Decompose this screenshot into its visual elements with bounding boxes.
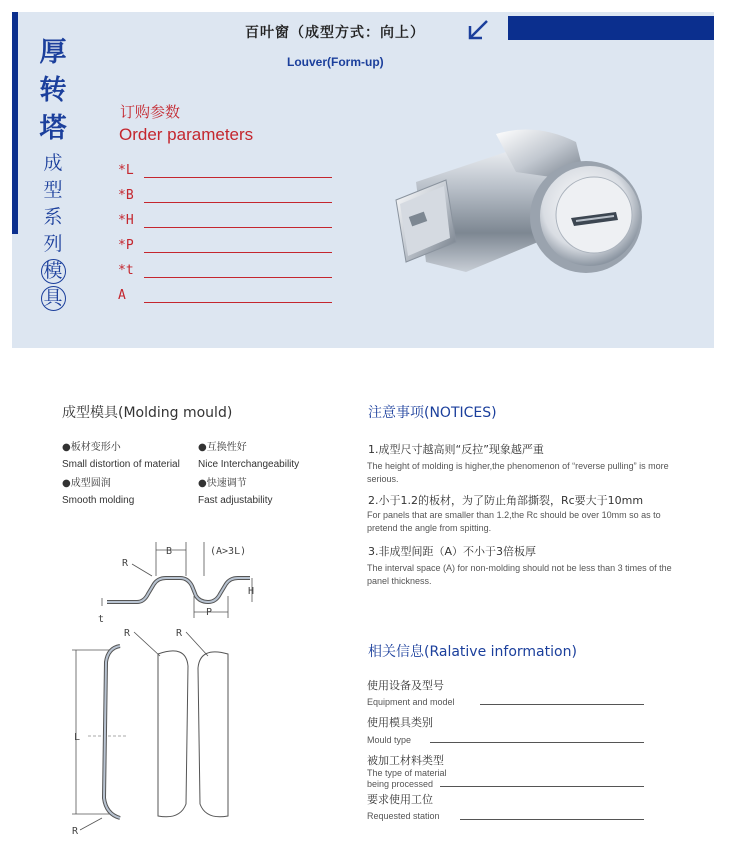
param-row xyxy=(118,261,332,286)
feature-cn: ●成型圆润 xyxy=(62,478,111,489)
feature-en: Smooth molding xyxy=(62,495,135,506)
arrow-down-left-icon xyxy=(466,18,490,42)
info-row-cn: 使用设备及型号 xyxy=(367,679,444,692)
vertical-subtitle-circled-char: 模 xyxy=(41,259,66,284)
notice-item-en: The height of molding is higher,the phenomenon of “reverse pulling” is more serious. xyxy=(367,461,669,484)
vertical-title-char: 转 xyxy=(39,75,67,106)
vertical-subtitle-circled-char: 具 xyxy=(41,286,66,311)
vertical-subtitle xyxy=(38,150,68,312)
info-row-cn: 被加工材料类型 xyxy=(367,754,444,767)
info-row-cn: 使用模具类别 xyxy=(367,716,433,729)
diagram-label-b: B xyxy=(166,546,173,557)
info-row-en: Mould type xyxy=(367,735,412,745)
diagram-label-h: H xyxy=(248,586,255,597)
feature-cn: ●快速调节 xyxy=(198,478,247,489)
param-blank-line xyxy=(144,302,332,303)
info-row-en: being processed xyxy=(367,779,434,789)
vertical-title-char: 塔 xyxy=(39,113,67,144)
info-title: 相关信息(Ralative information) xyxy=(368,644,577,660)
molding-section-title: 成型模具(Molding mould) xyxy=(62,405,233,421)
feature-item xyxy=(62,474,134,506)
info-blank-line xyxy=(480,704,644,705)
param-row xyxy=(118,161,332,186)
diagram-label-r: R xyxy=(124,628,131,639)
info-blank-line xyxy=(440,786,644,787)
notice-item-cn: 1.成型尺寸越高则“反拉”现象越严重 xyxy=(368,443,544,456)
param-label: *P xyxy=(118,238,134,253)
diagram-label-r: R xyxy=(72,826,79,836)
param-label: *t xyxy=(118,263,134,278)
notice-item-cn: 3.非成型间距（A）不小于3倍板厚 xyxy=(368,545,537,558)
notice-item-cn: 2.小于1.2的板材，为了防止角部撕裂，Rc要大于10mm xyxy=(368,494,644,507)
param-row xyxy=(118,286,332,311)
diagram-label-p: P xyxy=(206,607,213,618)
feature-cn: ●板材变形小 xyxy=(62,442,121,453)
param-blank-line xyxy=(144,227,332,228)
info-row-cn: 要求使用工位 xyxy=(367,793,433,806)
diagram-label-r: R xyxy=(176,628,183,639)
diagram-label-l: L xyxy=(74,732,81,743)
louver-tool-image xyxy=(386,122,646,290)
param-label: *B xyxy=(118,188,134,203)
diagram-label-t: t xyxy=(98,614,105,625)
feature-item xyxy=(62,438,180,470)
vertical-subtitle-char: 成 xyxy=(43,152,63,174)
order-title-en: Order parameters xyxy=(119,125,254,144)
param-label: *L xyxy=(118,163,134,178)
feature-item xyxy=(198,474,272,506)
page-title: 百叶窗（成型方式：向上） xyxy=(245,25,425,41)
param-blank-line xyxy=(144,202,332,203)
page-subtitle: Louver(Form-up) xyxy=(287,55,384,69)
param-label: *H xyxy=(118,213,134,228)
vertical-subtitle-char: 系 xyxy=(43,206,63,228)
info-blank-line xyxy=(460,819,644,820)
info-row-en: The type of material xyxy=(367,768,447,778)
feature-cn: ●互换性好 xyxy=(198,442,247,453)
param-label: A xyxy=(118,288,126,303)
vertical-title-char: 厚 xyxy=(39,37,67,68)
param-blank-line xyxy=(144,252,332,253)
param-row xyxy=(118,236,332,261)
vertical-subtitle-char: 列 xyxy=(43,233,63,255)
diagram-label-r: R xyxy=(122,558,129,569)
diagram-label-a: (A>3L) xyxy=(210,546,247,557)
param-row xyxy=(118,211,332,236)
order-params-list xyxy=(118,161,332,311)
louver-technical-diagram xyxy=(62,536,302,836)
param-row xyxy=(118,186,332,211)
info-row-en: Requested station xyxy=(367,811,440,821)
param-blank-line xyxy=(144,177,332,178)
notices-title: 注意事项(NOTICES) xyxy=(368,405,497,421)
order-title-cn: 订购参数 xyxy=(120,103,181,121)
feature-en: Fast adjustability xyxy=(198,495,273,506)
feature-en: Small distortion of material xyxy=(62,459,180,470)
header-accent-bar xyxy=(508,16,714,40)
param-blank-line xyxy=(144,277,332,278)
info-blank-line xyxy=(430,742,644,743)
info-row-en: Equipment and model xyxy=(367,697,455,707)
feature-en: Nice Interchangeability xyxy=(198,459,300,470)
notice-item-en: For panels that are smaller than 1.2,the Rc should be over 10mm so as to pretend the angle from spitting. xyxy=(367,510,661,533)
vertical-subtitle-char: 型 xyxy=(43,179,63,201)
notice-item-en: The interval space (A) for non-molding should not be less than 3 times of the panel thickness. xyxy=(367,563,672,586)
feature-item xyxy=(198,438,299,470)
side-accent-bar xyxy=(12,12,18,234)
vertical-title xyxy=(38,34,68,148)
